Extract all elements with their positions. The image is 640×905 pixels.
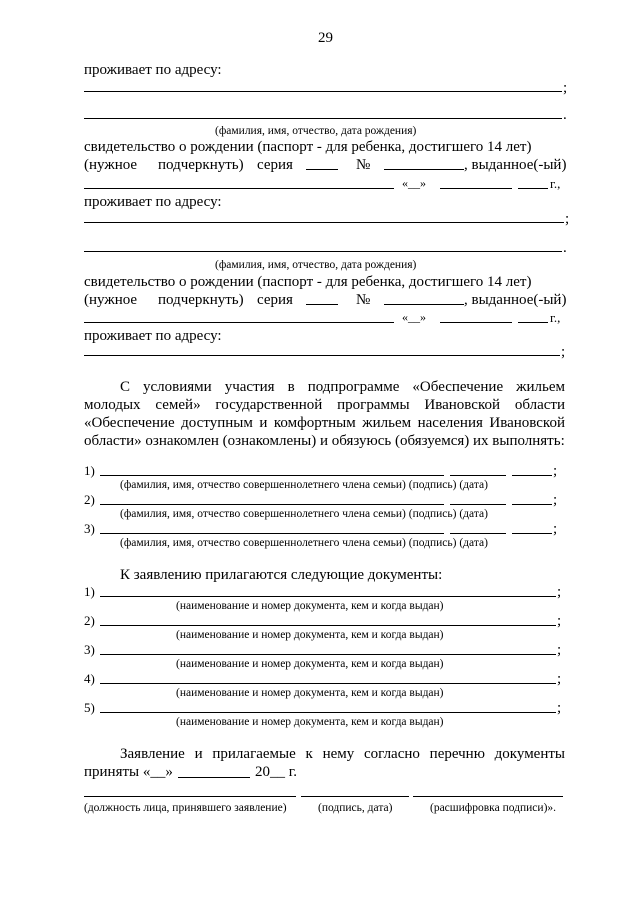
signer-signature-line xyxy=(450,504,506,505)
accepted-year: 20__ г. xyxy=(255,764,297,780)
accepted-date-prefix: приняты «__» xyxy=(84,764,173,780)
punct: ; xyxy=(561,344,566,360)
address-line xyxy=(84,222,564,223)
punct: . xyxy=(563,240,567,256)
date-day: «__» xyxy=(402,176,426,190)
attachment-caption: (наименование и номер документа, кем и когда выдан) xyxy=(176,658,444,670)
attachment-line xyxy=(100,596,556,597)
series-row xyxy=(84,157,565,173)
text: № xyxy=(356,292,371,308)
conditions-paragraph-line: С условиями участия в подпрограмме «Обеспечение жильем xyxy=(120,379,565,395)
attachment-line xyxy=(100,712,556,713)
punct: ; xyxy=(557,584,562,600)
attachment-caption: (наименование и номер документа, кем и когда выдан) xyxy=(176,716,444,728)
birth-cert-text: свидетельство о рождении (паспорт - для ребенка, достигшего 14 лет) xyxy=(84,274,532,290)
text: г., xyxy=(550,176,561,191)
address-line xyxy=(84,91,562,92)
punct: ; xyxy=(557,700,562,716)
conditions-paragraph-line: молодых семей» государственной программы Ивановской области xyxy=(84,397,565,413)
conditions-paragraph-line: «Обеспечение доступным и комфортным жильем населения Ивановской xyxy=(84,415,565,431)
address-line xyxy=(84,355,560,356)
signer-signature-line xyxy=(450,533,506,534)
address-label: проживает по адресу: xyxy=(84,194,222,210)
punct: . xyxy=(563,107,567,123)
text: , выданное(-ый) xyxy=(464,157,567,173)
page-number: 29 xyxy=(318,30,333,46)
year-line xyxy=(518,322,548,323)
signer-name-line xyxy=(100,504,444,505)
punct: ; xyxy=(553,492,558,508)
conditions-paragraph-line: области» ознакомлен (ознакомлены) и обязуюсь (обязуемся) их выполнять: xyxy=(84,433,565,449)
punct: ; xyxy=(553,463,558,479)
signature-line xyxy=(301,796,409,797)
signer-date-line xyxy=(512,533,552,534)
address-label: проживает по адресу: xyxy=(84,328,222,344)
decode-line xyxy=(413,796,563,797)
birth-cert-text: свидетельство о рождении (паспорт - для ребенка, достигшего 14 лет) xyxy=(84,139,532,155)
attachment-number: 4) xyxy=(84,671,95,686)
date-day: «__» xyxy=(402,310,426,324)
attachment-line xyxy=(100,654,556,655)
signer-number: 1) xyxy=(84,463,95,478)
punct: ; xyxy=(557,642,562,658)
attachments-heading: К заявлению прилагаются следующие документы: xyxy=(120,567,443,583)
text: подчеркнуть) xyxy=(158,292,244,308)
accepted-text: Заявление и прилагаемые к нему согласно перечню документы xyxy=(120,746,565,762)
text: (нужное xyxy=(84,292,138,308)
signer-name-line xyxy=(100,475,444,476)
issuer-line xyxy=(84,188,394,189)
month-line xyxy=(178,777,250,778)
punct: ; xyxy=(565,211,570,227)
attachment-number: 1) xyxy=(84,584,95,599)
signer-caption: (фамилия, имя, отчество совершеннолетнего члена семьи) (подпись) (дата) xyxy=(120,479,488,491)
signer-date-line xyxy=(512,504,552,505)
text: серия xyxy=(257,157,293,173)
attachment-number: 2) xyxy=(84,613,95,628)
address-label: проживает по адресу: xyxy=(84,62,222,78)
series-row xyxy=(84,292,565,308)
text: подчеркнуть) xyxy=(158,157,244,173)
caption-decode: (расшифровка подписи)». xyxy=(430,802,557,814)
caption-signature: (подпись, дата) xyxy=(318,802,393,814)
month-line xyxy=(440,188,512,189)
text: серия xyxy=(257,292,293,308)
person-line xyxy=(84,251,562,252)
position-line xyxy=(84,796,296,797)
year-line xyxy=(518,188,548,189)
punct: ; xyxy=(557,671,562,687)
signer-name-line xyxy=(100,533,444,534)
month-line xyxy=(440,322,512,323)
signer-signature-line xyxy=(450,475,506,476)
issuer-line xyxy=(84,322,394,323)
person-line xyxy=(84,118,562,119)
attachment-caption: (наименование и номер документа, кем и когда выдан) xyxy=(176,629,444,641)
punct: ; xyxy=(557,613,562,629)
signer-number: 2) xyxy=(84,492,95,507)
punct: ; xyxy=(563,80,568,96)
text: , выданное(-ый) xyxy=(464,292,567,308)
text: (нужное xyxy=(84,157,138,173)
caption-person: (фамилия, имя, отчество, дата рождения) xyxy=(215,125,417,137)
caption-person: (фамилия, имя, отчество, дата рождения) xyxy=(215,259,417,271)
signer-caption: (фамилия, имя, отчество совершеннолетнего члена семьи) (подпись) (дата) xyxy=(120,508,488,520)
attachment-number: 3) xyxy=(84,642,95,657)
signer-date-line xyxy=(512,475,552,476)
attachment-caption: (наименование и номер документа, кем и когда выдан) xyxy=(176,687,444,699)
signer-caption: (фамилия, имя, отчество совершеннолетнего члена семьи) (подпись) (дата) xyxy=(120,537,488,549)
caption-position: (должность лица, принявшего заявление) xyxy=(84,802,287,814)
attachment-line xyxy=(100,625,556,626)
attachment-line xyxy=(100,683,556,684)
signer-number: 3) xyxy=(84,521,95,536)
attachment-caption: (наименование и номер документа, кем и когда выдан) xyxy=(176,600,444,612)
text: г., xyxy=(550,310,561,325)
punct: ; xyxy=(553,521,558,537)
text: № xyxy=(356,157,371,173)
attachment-number: 5) xyxy=(84,700,95,715)
